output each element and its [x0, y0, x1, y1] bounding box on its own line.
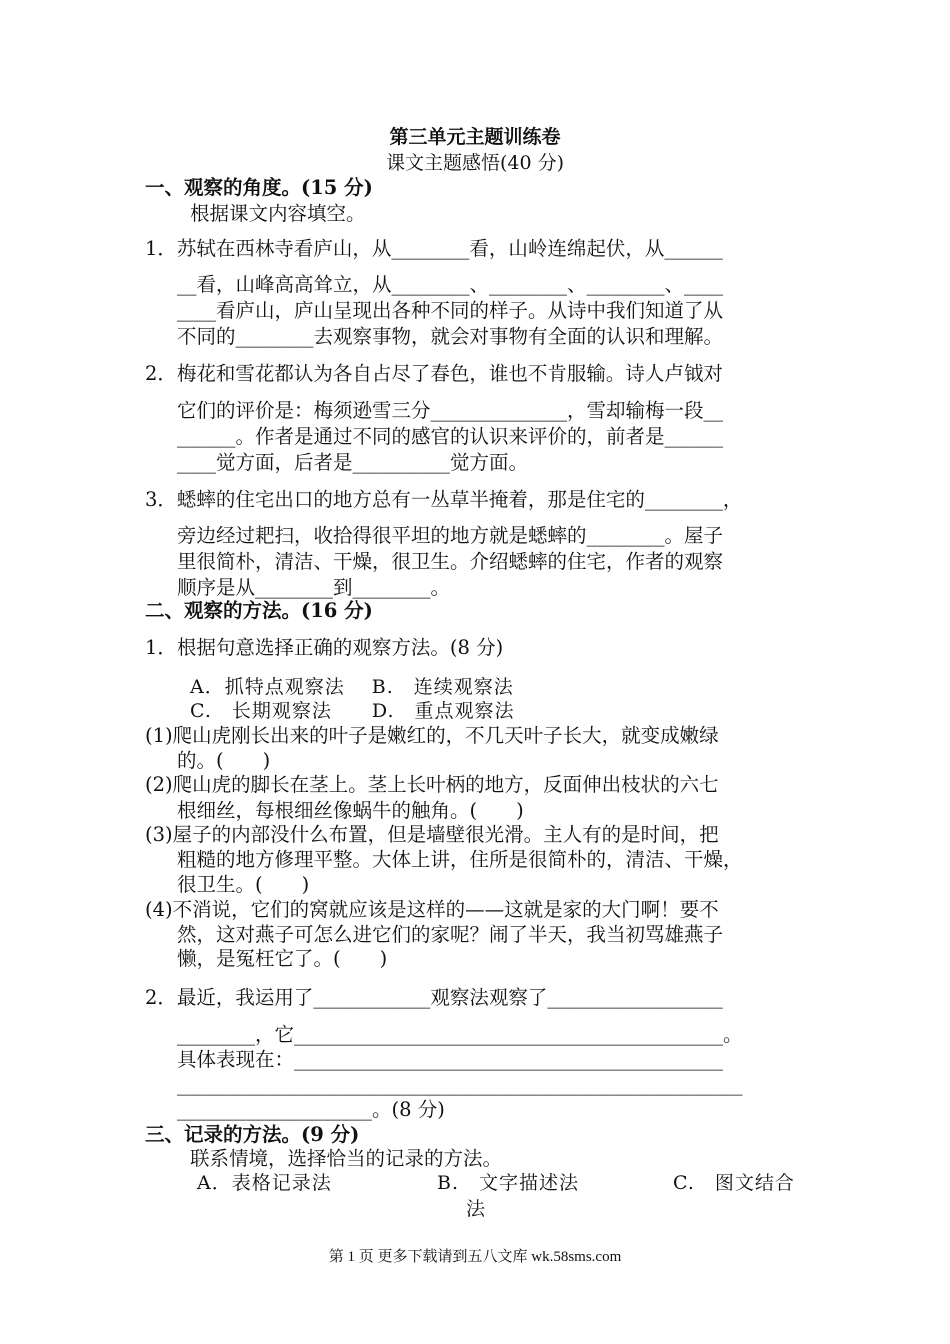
section-3-instruction: 联系情境，选择恰当的记录的方法。 [190, 1147, 503, 1170]
page-title: 第三单元主题训练卷 [389, 126, 561, 148]
s3-option-b: B. 文字描述法 [437, 1172, 580, 1194]
section-1-instruction: 根据课文内容填空。 [190, 202, 366, 225]
page-subtitle: 课文主题感悟(40 分) [385, 152, 565, 174]
section-2-heading: 二、观察的方法。(16 分) [145, 599, 373, 622]
s2-item-line: (4)不消说，它们的窝就应该是这样的——这就是家的大门啊！要不 [145, 898, 719, 921]
s1-q1-line: 1．苏轼在西林寺看庐山，从________看，山岭连绵起伏，从______ [145, 237, 723, 260]
s2-item-line: 懒，是冤枉它了。( ) [177, 947, 388, 970]
s2-q2-line: 2．最近，我运用了____________观察法观察了__________________ [145, 986, 723, 1009]
s1-q1-line: __看，山峰高高耸立，从________、________、________、____ [177, 273, 724, 296]
s2-q2-line: 具体表现在：____________________________________________ [177, 1048, 724, 1071]
s2-item-line: (2)爬山虎的脚长在茎上。茎上长叶柄的地方，反面伸出枝状的六七 [145, 773, 719, 796]
s2-q2-line: ________，它____________________________________________。 [177, 1023, 743, 1046]
s1-q3-line: 3．蟋蟀的住宅出口的地方总有一丛草半掩着，那是住宅的________， [145, 488, 743, 511]
s2-item-line: (3)屋子的内部没什么布置，但是墙壁很光滑。主人有的是时间，把 [145, 823, 719, 846]
s2-item-line: 根细丝，每根细丝像蜗牛的触角。( ) [177, 799, 524, 822]
s1-q1-line: 不同的________去观察事物，就会对事物有全面的认识和理解。 [177, 325, 724, 348]
s1-q2-line: ______。作者是通过不同的感官的认识来评价的，前者是______ [177, 425, 724, 448]
s2-item-line: 的。( ) [177, 749, 271, 772]
s1-q1-line: ____看庐山，庐山呈现出各种不同的样子。从诗中我们知道了从 [177, 299, 724, 322]
page-footer: 第 1 页 更多下载请到五八文库 wk.58sms.com [328, 1249, 622, 1265]
s2-options-row-1: A．抓特点观察法 B. 连续观察法 [190, 676, 514, 698]
s3-option-c: C. 图文结合 [673, 1172, 795, 1194]
s2-q2-line: ____________________。(8 分) [177, 1098, 445, 1121]
s1-q2-line: 它们的评价是：梅须逊雪三分______________，雪却输梅一段__ [177, 399, 724, 422]
s1-q3-line: 顺序是从________到________。 [177, 576, 451, 599]
s2-item-line: 然，这对燕子可怎么进它们的家呢？闹了半天，我当初骂雄燕子 [177, 923, 724, 946]
s2-options-row-2: C. 长期观察法 D. 重点观察法 [190, 700, 515, 722]
s2-q1-stem: 1．根据句意选择正确的观察方法。(8 分) [145, 636, 504, 659]
s1-q2-line: ____觉方面，后者是__________觉方面。 [177, 451, 529, 474]
s2-item-line: (1)爬山虎刚长出来的叶子是嫩红的，不几天叶子长大，就变成嫩绿 [145, 724, 719, 747]
s2-item-line: 粗糙的地方修理平整。大体上讲，住所是很简朴的，清洁、干燥， [177, 848, 743, 871]
s2-item-line: 很卫生。( ) [177, 873, 310, 896]
s3-option-a: A．表格记录法 [197, 1172, 332, 1194]
s1-q3-line: 里很简朴，清洁、干燥，很卫生。介绍蟋蟀的住宅，作者的观察 [177, 550, 724, 573]
s1-q3-line: 旁边经过耙扫，收拾得很平坦的地方就是蟋蟀的________。屋子 [177, 524, 724, 547]
section-1-heading: 一、观察的角度。(15 分) [145, 176, 373, 199]
s1-q2-line: 2．梅花和雪花都认为各自占尽了春色，谁也不肯服输。诗人卢钺对 [145, 362, 723, 385]
s2-q2-line: __________________________________________________________ [177, 1073, 743, 1096]
section-3-heading: 三、记录的方法。(9 分) [145, 1123, 360, 1146]
s3-option-b-wrap: 法 [466, 1198, 487, 1220]
